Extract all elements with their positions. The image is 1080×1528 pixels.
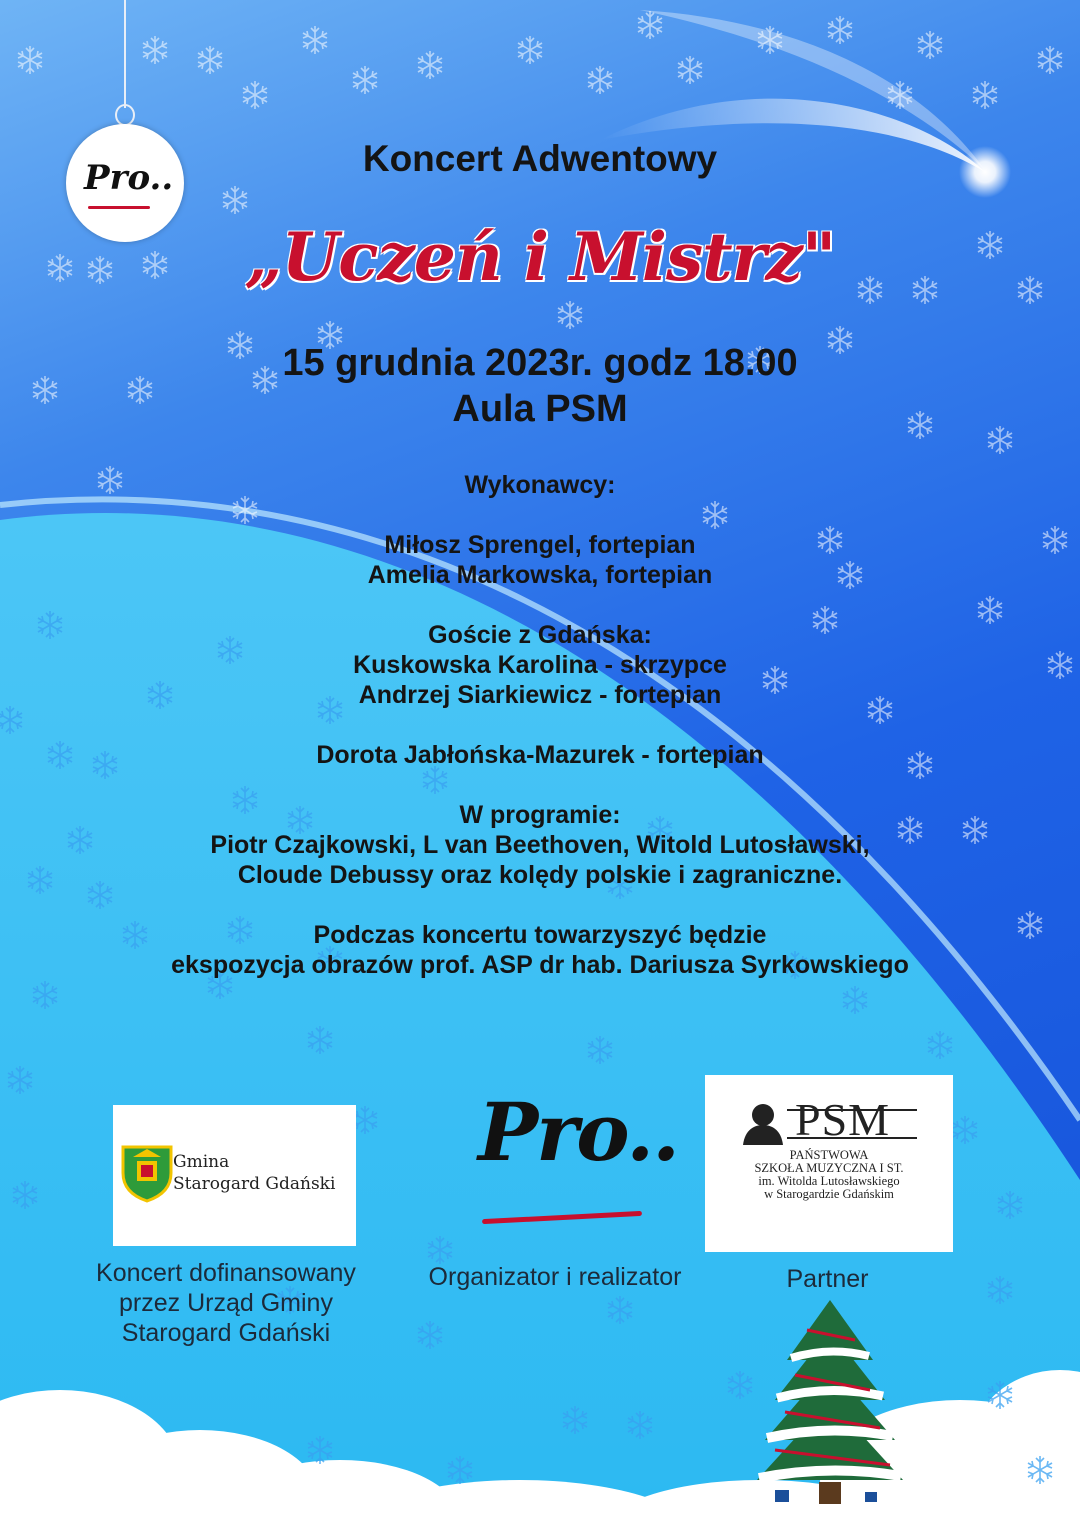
performer: Amelia Markowska, fortepian bbox=[367, 561, 713, 589]
christmas-tree-icon bbox=[755, 1300, 905, 1515]
psm-line: SZKOŁA MUZYCZNA I ST. bbox=[754, 1161, 904, 1175]
partner-caption: Partner bbox=[786, 1265, 869, 1293]
gmina-caption-line: przez Urząd Gminy bbox=[119, 1289, 333, 1317]
portrait-silhouette-icon bbox=[739, 1099, 787, 1147]
event-date-time: 15 grudnia 2023r. godz 18.00 bbox=[282, 342, 798, 384]
organizer-caption: Organizator i realizator bbox=[428, 1263, 682, 1291]
guest-performer: Andrzej Siarkiewicz - fortepian bbox=[358, 681, 722, 709]
psm-line: w Starogardzie Gdańskim bbox=[764, 1187, 894, 1201]
guests-heading: Goście z Gdańska: bbox=[428, 621, 652, 649]
gmina-logo-line1: Gmina bbox=[173, 1152, 230, 1172]
psm-abbr: PSM bbox=[795, 1094, 891, 1145]
event-type: Koncert Adwentowy bbox=[362, 138, 718, 179]
gmina-crest-icon bbox=[119, 1143, 175, 1203]
psm-line: PAŃSTWOWA bbox=[789, 1148, 869, 1162]
exhibition-line: ekspozycja obrazów prof. ASP dr hab. Dariusza Syrkowskiego bbox=[171, 951, 909, 979]
performer: Miłosz Sprengel, fortepian bbox=[384, 531, 696, 559]
gmina-logo-line2: Starogard Gdański bbox=[173, 1174, 336, 1194]
program-line: Cloude Debussy oraz kolędy polskie i zagraniczne. bbox=[237, 861, 843, 889]
gmina-logo bbox=[113, 1105, 356, 1246]
ornament-pro-text: Pro.. bbox=[84, 158, 174, 198]
psm-line: im. Witolda Lutosławskiego bbox=[758, 1174, 900, 1188]
guest-performer: Kuskowska Karolina - skrzypce bbox=[353, 651, 727, 679]
psm-logo bbox=[705, 1075, 953, 1252]
gmina-caption-line: Starogard Gdański bbox=[121, 1319, 331, 1347]
gmina-caption-line: Koncert dofinansowany bbox=[96, 1259, 356, 1287]
exhibition-line: Podczas koncertu towarzyszyć będzie bbox=[313, 921, 767, 949]
event-title: „Uczeń i Mistrz" bbox=[244, 218, 836, 296]
ornament-red-underline bbox=[88, 206, 150, 209]
performers-block bbox=[0, 470, 1080, 980]
program-heading: W programie: bbox=[459, 801, 621, 829]
special-performer: Dorota Jabłońska-Mazurek - fortepian bbox=[316, 741, 764, 769]
performers-heading: Wykonawcy: bbox=[464, 471, 616, 499]
organizer-logo: Pro.. bbox=[478, 1085, 678, 1179]
gmina-caption bbox=[60, 1258, 392, 1348]
program-line: Piotr Czajkowski, L van Beethoven, Witold Lutosławski, bbox=[210, 831, 870, 859]
ornament-cap bbox=[115, 104, 135, 126]
event-venue: Aula PSM bbox=[452, 388, 628, 430]
ornament-string bbox=[124, 0, 126, 108]
